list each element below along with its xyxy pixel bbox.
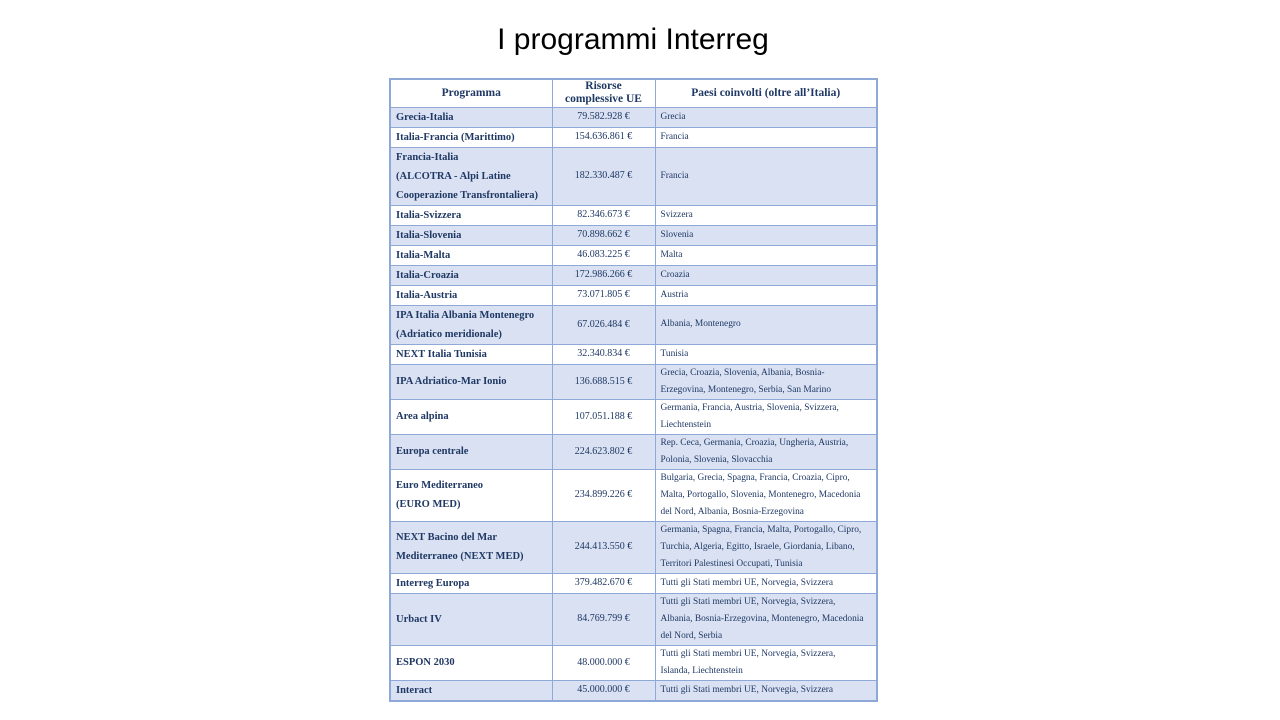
table-row: [390, 265, 877, 285]
cell-risorse: 154.636.861 €: [552, 127, 655, 147]
cell-risorse: 48.000.000 €: [552, 645, 655, 680]
cell-risorse: 67.026.484 €: [552, 305, 655, 344]
table-row: [390, 521, 877, 573]
cell-paesi: Tutti gli Stati membri UE, Norvegia, Svizzera: [655, 573, 877, 593]
table-row: [390, 469, 877, 521]
cell-paesi: Svizzera: [655, 205, 877, 225]
table-row: [390, 680, 877, 701]
table-row: [390, 344, 877, 364]
cell-risorse: 107.051.188 €: [552, 399, 655, 434]
table-row: [390, 225, 877, 245]
slide-title: I programmi Interreg: [497, 23, 769, 56]
cell-risorse: 234.899.226 €: [552, 469, 655, 521]
cell-paesi: Tunisia: [655, 344, 877, 364]
cell-risorse: 82.346.673 €: [552, 205, 655, 225]
cell-programma: NEXT Bacino del Mar Mediterraneo (NEXT MED): [390, 521, 552, 573]
header-programma: Programma: [390, 79, 552, 107]
interreg-table: [389, 78, 878, 702]
cell-programma: Francia-Italia (ALCOTRA - Alpi Latine Cooperazione Transfrontaliera): [390, 147, 552, 205]
cell-programma: Italia-Austria: [390, 285, 552, 305]
cell-programma: Italia-Malta: [390, 245, 552, 265]
cell-paesi: Croazia: [655, 265, 877, 285]
table-row: [390, 205, 877, 225]
cell-programma: Italia-Francia (Marittimo): [390, 127, 552, 147]
cell-paesi: Albania, Montenegro: [655, 305, 877, 344]
cell-paesi: Malta: [655, 245, 877, 265]
cell-programma: Italia-Croazia: [390, 265, 552, 285]
cell-programma: Interact: [390, 680, 552, 701]
table-row: [390, 399, 877, 434]
cell-programma: IPA Adriatico-Mar Ionio: [390, 364, 552, 399]
cell-risorse: 84.769.799 €: [552, 593, 655, 645]
table-row: [390, 245, 877, 265]
cell-programma: Grecia-Italia: [390, 107, 552, 127]
cell-risorse: 224.623.802 €: [552, 434, 655, 469]
table-row: [390, 285, 877, 305]
cell-programma: Europa centrale: [390, 434, 552, 469]
cell-risorse: 172.986.266 €: [552, 265, 655, 285]
cell-paesi: Germania, Francia, Austria, Slovenia, Svizzera, Liechtenstein: [655, 399, 877, 434]
cell-paesi: Francia: [655, 147, 877, 205]
cell-paesi: Bulgaria, Grecia, Spagna, Francia, Croazia, Cipro, Malta, Portogallo, Slovenia, Montenegro, Macedonia del Nord, Albania, Bosnia-Erzegovina: [655, 469, 877, 521]
cell-risorse: 136.688.515 €: [552, 364, 655, 399]
cell-programma: IPA Italia Albania Montenegro (Adriatico meridionale): [390, 305, 552, 344]
cell-programma: NEXT Italia Tunisia: [390, 344, 552, 364]
cell-risorse: 45.000.000 €: [552, 680, 655, 701]
table-row: [390, 434, 877, 469]
cell-programma: ESPON 2030: [390, 645, 552, 680]
table-row: [390, 127, 877, 147]
cell-programma: Interreg Europa: [390, 573, 552, 593]
cell-programma: Area alpina: [390, 399, 552, 434]
cell-risorse: 244.413.550 €: [552, 521, 655, 573]
cell-paesi: Germania, Spagna, Francia, Malta, Portogallo, Cipro, Turchia, Algeria, Egitto, Israele, Giordania, Libano, Territori Palestinesi Occupati, Tunisia: [655, 521, 877, 573]
cell-programma: Italia-Slovenia: [390, 225, 552, 245]
cell-paesi: Tutti gli Stati membri UE, Norvegia, Svizzera, Islanda, Liechtenstein: [655, 645, 877, 680]
table-row: [390, 573, 877, 593]
cell-risorse: 70.898.662 €: [552, 225, 655, 245]
cell-risorse: 32.340.834 €: [552, 344, 655, 364]
cell-risorse: 46.083.225 €: [552, 245, 655, 265]
cell-paesi: Slovenia: [655, 225, 877, 245]
header-paesi: Paesi coinvolti (oltre all’Italia): [655, 79, 877, 107]
cell-programma: Euro Mediterraneo (EURO MED): [390, 469, 552, 521]
cell-paesi: Tutti gli Stati membri UE, Norvegia, Svizzera, Albania, Bosnia-Erzegovina, Montenegro, Macedonia del Nord, Serbia: [655, 593, 877, 645]
header-risorse: Risorse complessive UE: [552, 79, 655, 107]
cell-paesi: Tutti gli Stati membri UE, Norvegia, Svizzera: [655, 680, 877, 701]
cell-paesi: Grecia, Croazia, Slovenia, Albania, Bosnia- Erzegovina, Montenegro, Serbia, San Marino: [655, 364, 877, 399]
cell-paesi: Rep. Ceca, Germania, Croazia, Ungheria, Austria, Polonia, Slovenia, Slovacchia: [655, 434, 877, 469]
table-row: [390, 364, 877, 399]
cell-risorse: 379.482.670 €: [552, 573, 655, 593]
cell-risorse: 182.330.487 €: [552, 147, 655, 205]
cell-risorse: 73.071.805 €: [552, 285, 655, 305]
cell-paesi: Grecia: [655, 107, 877, 127]
table-row: [390, 107, 877, 127]
cell-paesi: Francia: [655, 127, 877, 147]
table-row: [390, 645, 877, 680]
table-header-row: [390, 79, 877, 107]
table-row: [390, 147, 877, 205]
cell-programma: Italia-Svizzera: [390, 205, 552, 225]
cell-paesi: Austria: [655, 285, 877, 305]
cell-programma: Urbact IV: [390, 593, 552, 645]
table-row: [390, 593, 877, 645]
table-row: [390, 305, 877, 344]
cell-risorse: 79.582.928 €: [552, 107, 655, 127]
